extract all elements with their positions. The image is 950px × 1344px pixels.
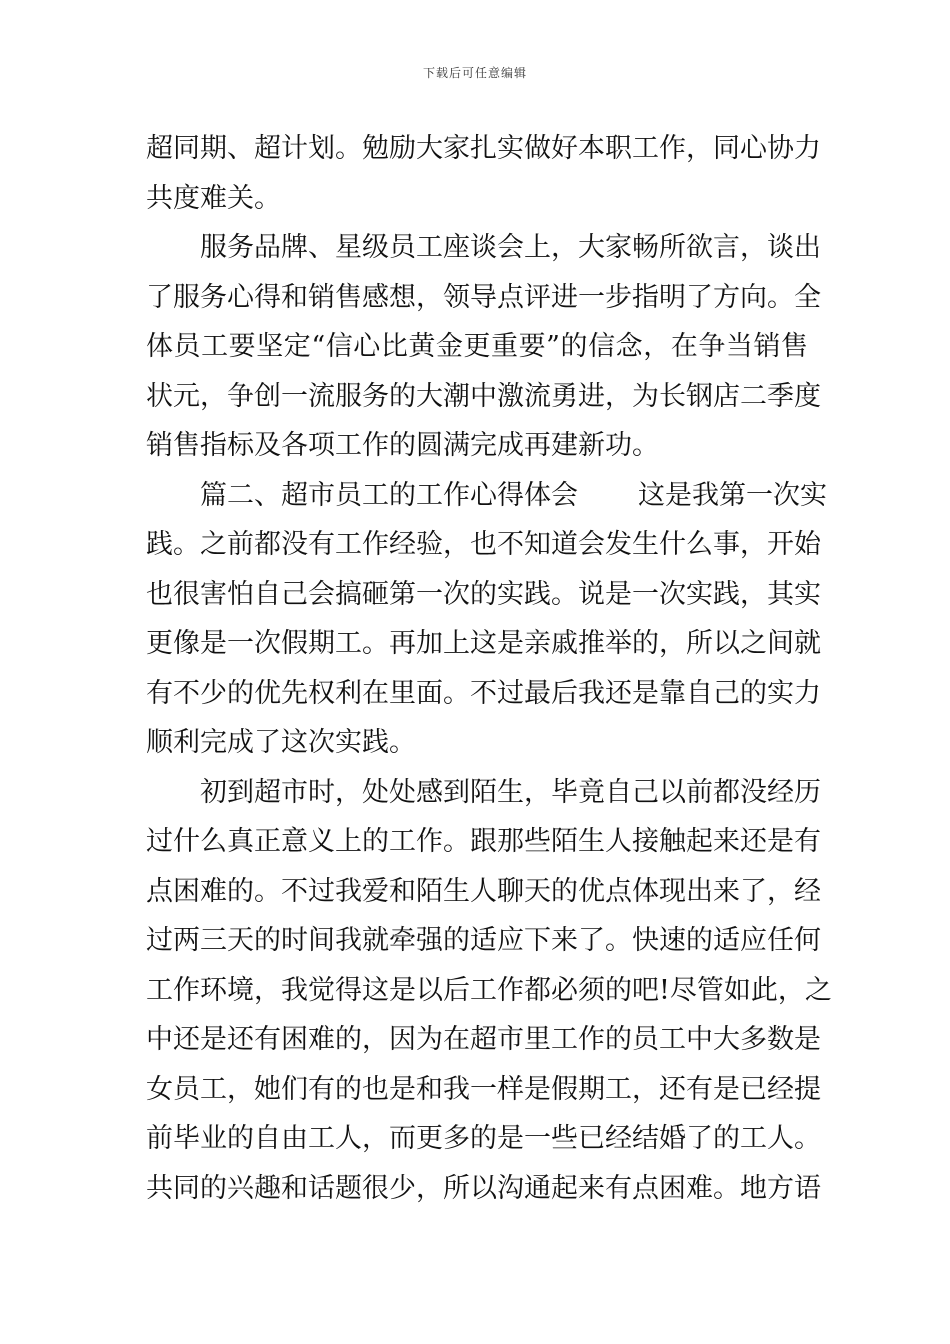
text-line: 中还是还有困难的，因为在超市里工作的员工中大多数是: [146, 1024, 821, 1055]
text-line: 也很害怕自己会搞砸第一次的实践。说是一次实践，其实: [146, 578, 821, 610]
text-line: 更像是一次假期工。再加上这是亲戚推举的，所以之间就: [146, 628, 821, 659]
text-line: 践。之前都没有工作经验，也不知道会发生什么事，开始: [146, 529, 821, 560]
text-line: 共同的兴趣和话题很少，所以沟通起来有点困难。地方语: [146, 1172, 821, 1204]
text-line: 过两三天的时间我就牵强的适应下来了。快速的适应任何: [146, 925, 821, 956]
text-line: 状元，争创一流服务的大潮中激流勇进，为长钢店二季度: [146, 380, 821, 412]
paragraph-start-text: 这是我第一次实: [638, 479, 827, 511]
document-body: [146, 124, 832, 1213]
text-line: 点困难的。不过我爱和陌生人聊天的优点体现出来了，经: [146, 875, 821, 907]
text-line: 销售指标及各项工作的圆满完成再建新功。: [146, 430, 659, 461]
text-line: 了服务心得和销售感想，领导点评进一步指明了方向。全: [146, 281, 821, 313]
text-line: 工作环境，我觉得这是以后工作都必须的吧!尽管如此，之: [146, 974, 832, 1006]
text-line: 女员工，她们有的也是和我一样是假期工，还有是已经提: [146, 1073, 821, 1105]
text-line: 过什么真正意义上的工作。跟那些陌生人接触起来还是有: [146, 826, 821, 857]
section-heading-line: [146, 471, 827, 521]
text-line: 超同期、超计划。勉励大家扎实做好本职工作，同心协力: [146, 133, 821, 164]
text-line: 顺利完成了这次实践。: [146, 727, 416, 758]
paragraph-start-line: 服务品牌、星级员工座谈会上，大家畅所欲言，谈出: [200, 232, 821, 263]
section-heading: 篇二、超市员工的工作心得体会: [200, 479, 578, 511]
text-line: 有不少的优先权利在里面。不过最后我还是靠自己的实力: [146, 677, 821, 709]
paragraph-start-line: 初到超市时，处处感到陌生，毕竟自己以前都没经历: [200, 776, 821, 808]
text-line: 体员工要坚定“信心比黄金更重要”的信念，在争当销售: [146, 331, 808, 362]
header-note: 下载后可任意编辑: [422, 66, 527, 80]
text-line: 前毕业的自由工人，而更多的是一些已经结婚了的工人。: [146, 1123, 821, 1154]
text-line: 共度难关。: [146, 182, 281, 214]
